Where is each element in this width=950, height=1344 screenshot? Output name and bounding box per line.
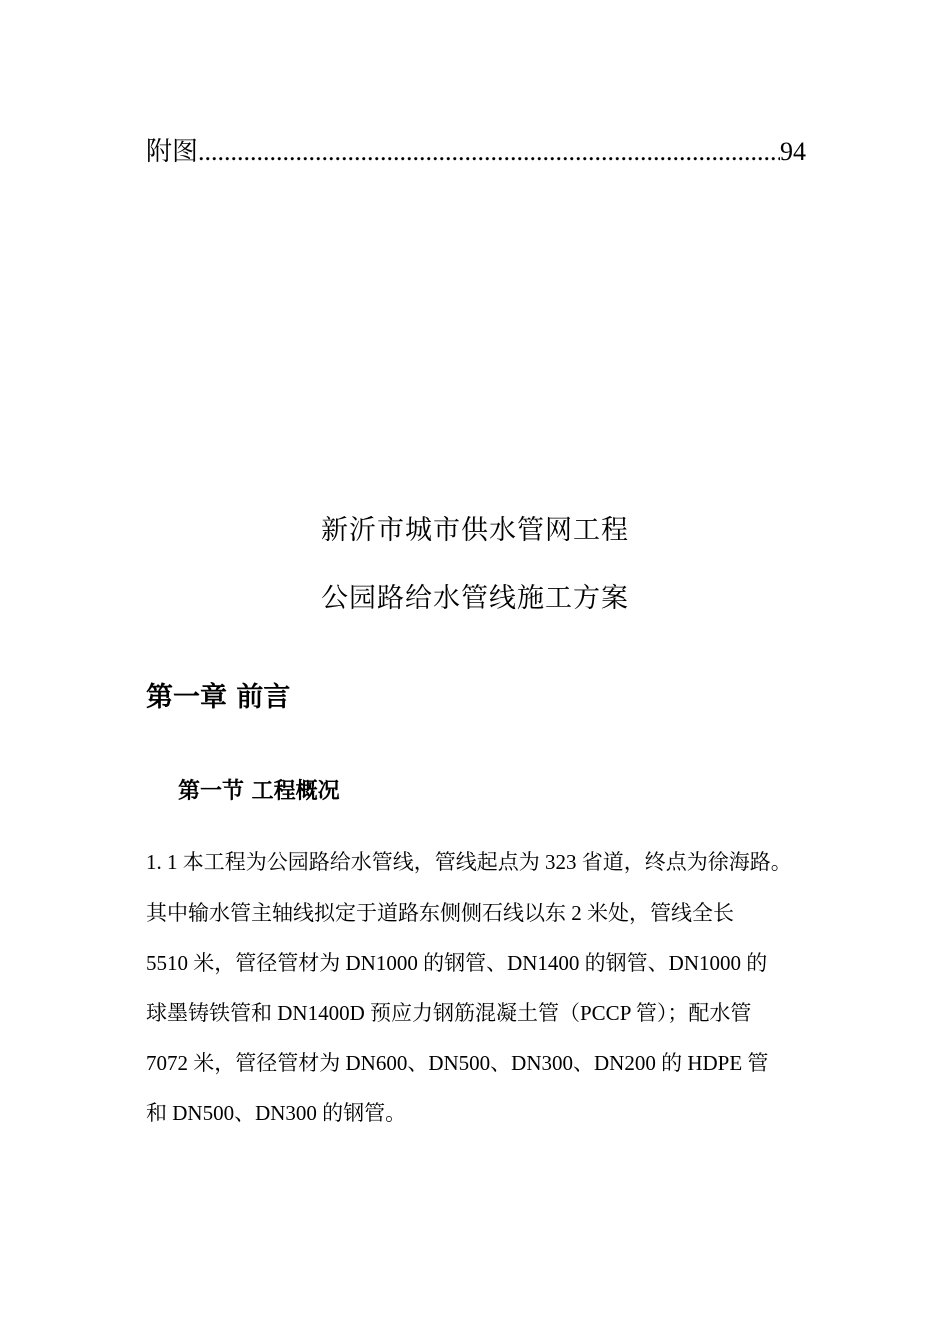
document-title-line-1: 新沂市城市供水管网工程 xyxy=(321,515,629,545)
toc-page-number: 94 xyxy=(780,137,806,166)
document-title-line-2: 公园路给水管线施工方案 xyxy=(321,583,629,613)
paragraph-line: 球墨铸铁管和 DN1400D 预应力钢筋混凝土管（PCCP 管）；配水管 xyxy=(146,1001,752,1025)
section-heading: 第一节 工程概况 xyxy=(178,779,340,804)
paragraph-line: 5510 米，管径管材为 DN1000 的钢管、DN1400 的钢管、DN1000 的 xyxy=(146,951,768,975)
toc-entry[interactable] xyxy=(146,132,806,172)
toc-entry-label: 附图 xyxy=(146,137,199,166)
toc-dot-leader xyxy=(198,132,780,172)
paragraph-line: 和 DN500、DN300 的钢管。 xyxy=(146,1101,407,1125)
paragraph-line: 7072 米，管径管材为 DN600、DN500、DN300、DN200 的 HDPE 管 xyxy=(146,1051,769,1075)
chapter-heading: 第一章 前言 xyxy=(146,682,291,713)
paragraph-line: 其中输水管主轴线拟定于道路东侧侧石线以东 2 米处，管线全长 xyxy=(146,901,734,925)
paragraph-line: 1. 1 本工程为公园路给水管线，管线起点为 323 省道，终点为徐海路。 xyxy=(146,850,792,874)
